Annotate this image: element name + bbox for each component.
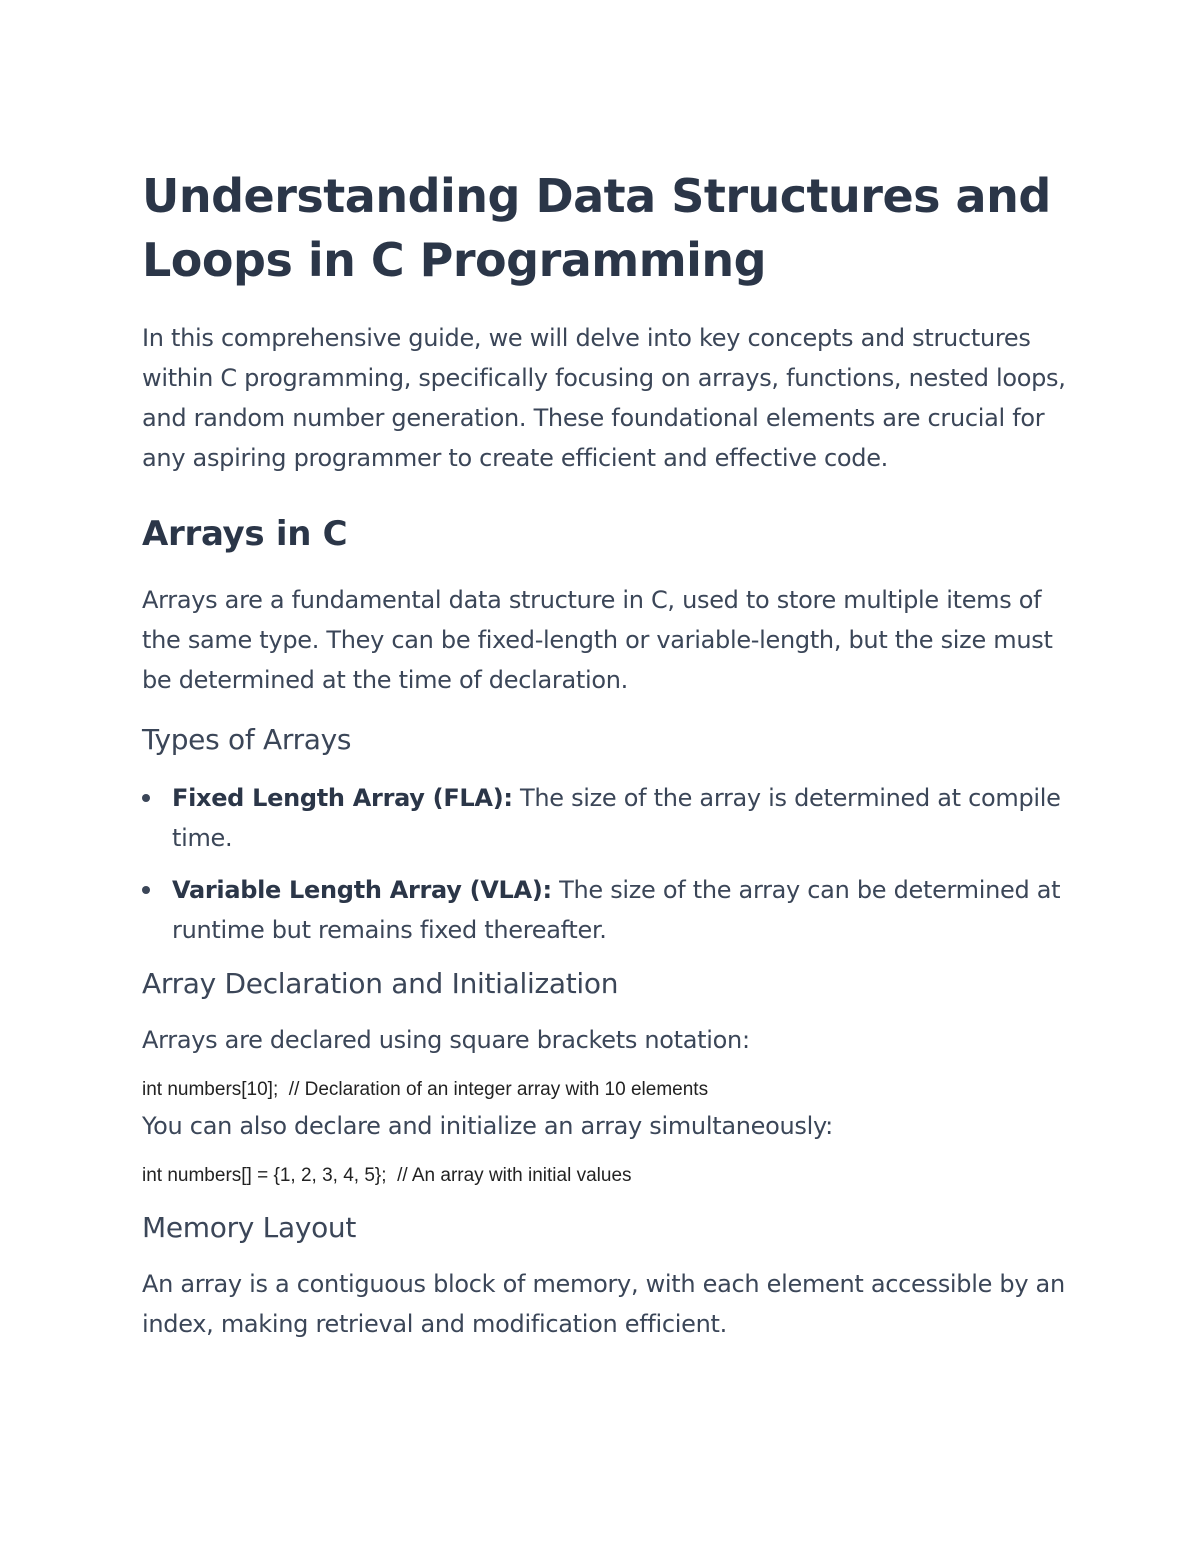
- arrays-paragraph: Arrays are a fundamental data structure in C, used to store multiple items of the same type. They can be fixed-length or variable-length, but the size must be determined at the time of declaration.: [142, 586, 1053, 694]
- bullet-icon: [142, 886, 150, 894]
- document-page: [142, 164, 1072, 1344]
- intro-paragraph: In this comprehensive guide, we will delve into key concepts and structures within C programming, specifically focusing on arrays, functions, nested loops, and random number generation. These foundational elements are crucial for any aspiring programmer to create efficient and effective code.: [142, 324, 1066, 472]
- array-types-list: [142, 778, 1072, 950]
- declaration-paragraph: Arrays are declared using square brackets notation:: [142, 1026, 750, 1054]
- declaration-code-snippet: int numbers[10]; // Declaration of an integer array with 10 elements: [142, 1079, 709, 1100]
- init-code-snippet: int numbers[] = {1, 2, 3, 4, 5}; // An array with initial values: [142, 1165, 632, 1186]
- list-item: [142, 778, 1072, 858]
- memory-paragraph: An array is a contiguous block of memory, with each element accessible by an index, making retrieval and modification efficient.: [142, 1270, 1065, 1338]
- init-paragraph: You can also declare and initialize an array simultaneously:: [142, 1112, 833, 1140]
- subheading-types-of-arrays: Types of Arrays: [142, 723, 352, 756]
- subheading-array-declaration: Array Declaration and Initialization: [142, 967, 619, 1000]
- list-item-desc: The size of the array is determined at compile time.: [172, 784, 1061, 852]
- list-item: [142, 870, 1072, 950]
- list-item-term: Variable Length Array (VLA):: [172, 876, 552, 904]
- section-heading-arrays: Arrays in C: [142, 514, 348, 554]
- bullet-icon: [142, 794, 150, 802]
- page-title: Understanding Data Structures and Loops in C Programming: [142, 169, 1051, 287]
- subheading-memory-layout: Memory Layout: [142, 1211, 357, 1244]
- list-item-term: Fixed Length Array (FLA):: [172, 784, 513, 812]
- list-item-desc: The size of the array can be determined at runtime but remains fixed thereafter.: [172, 876, 1061, 944]
